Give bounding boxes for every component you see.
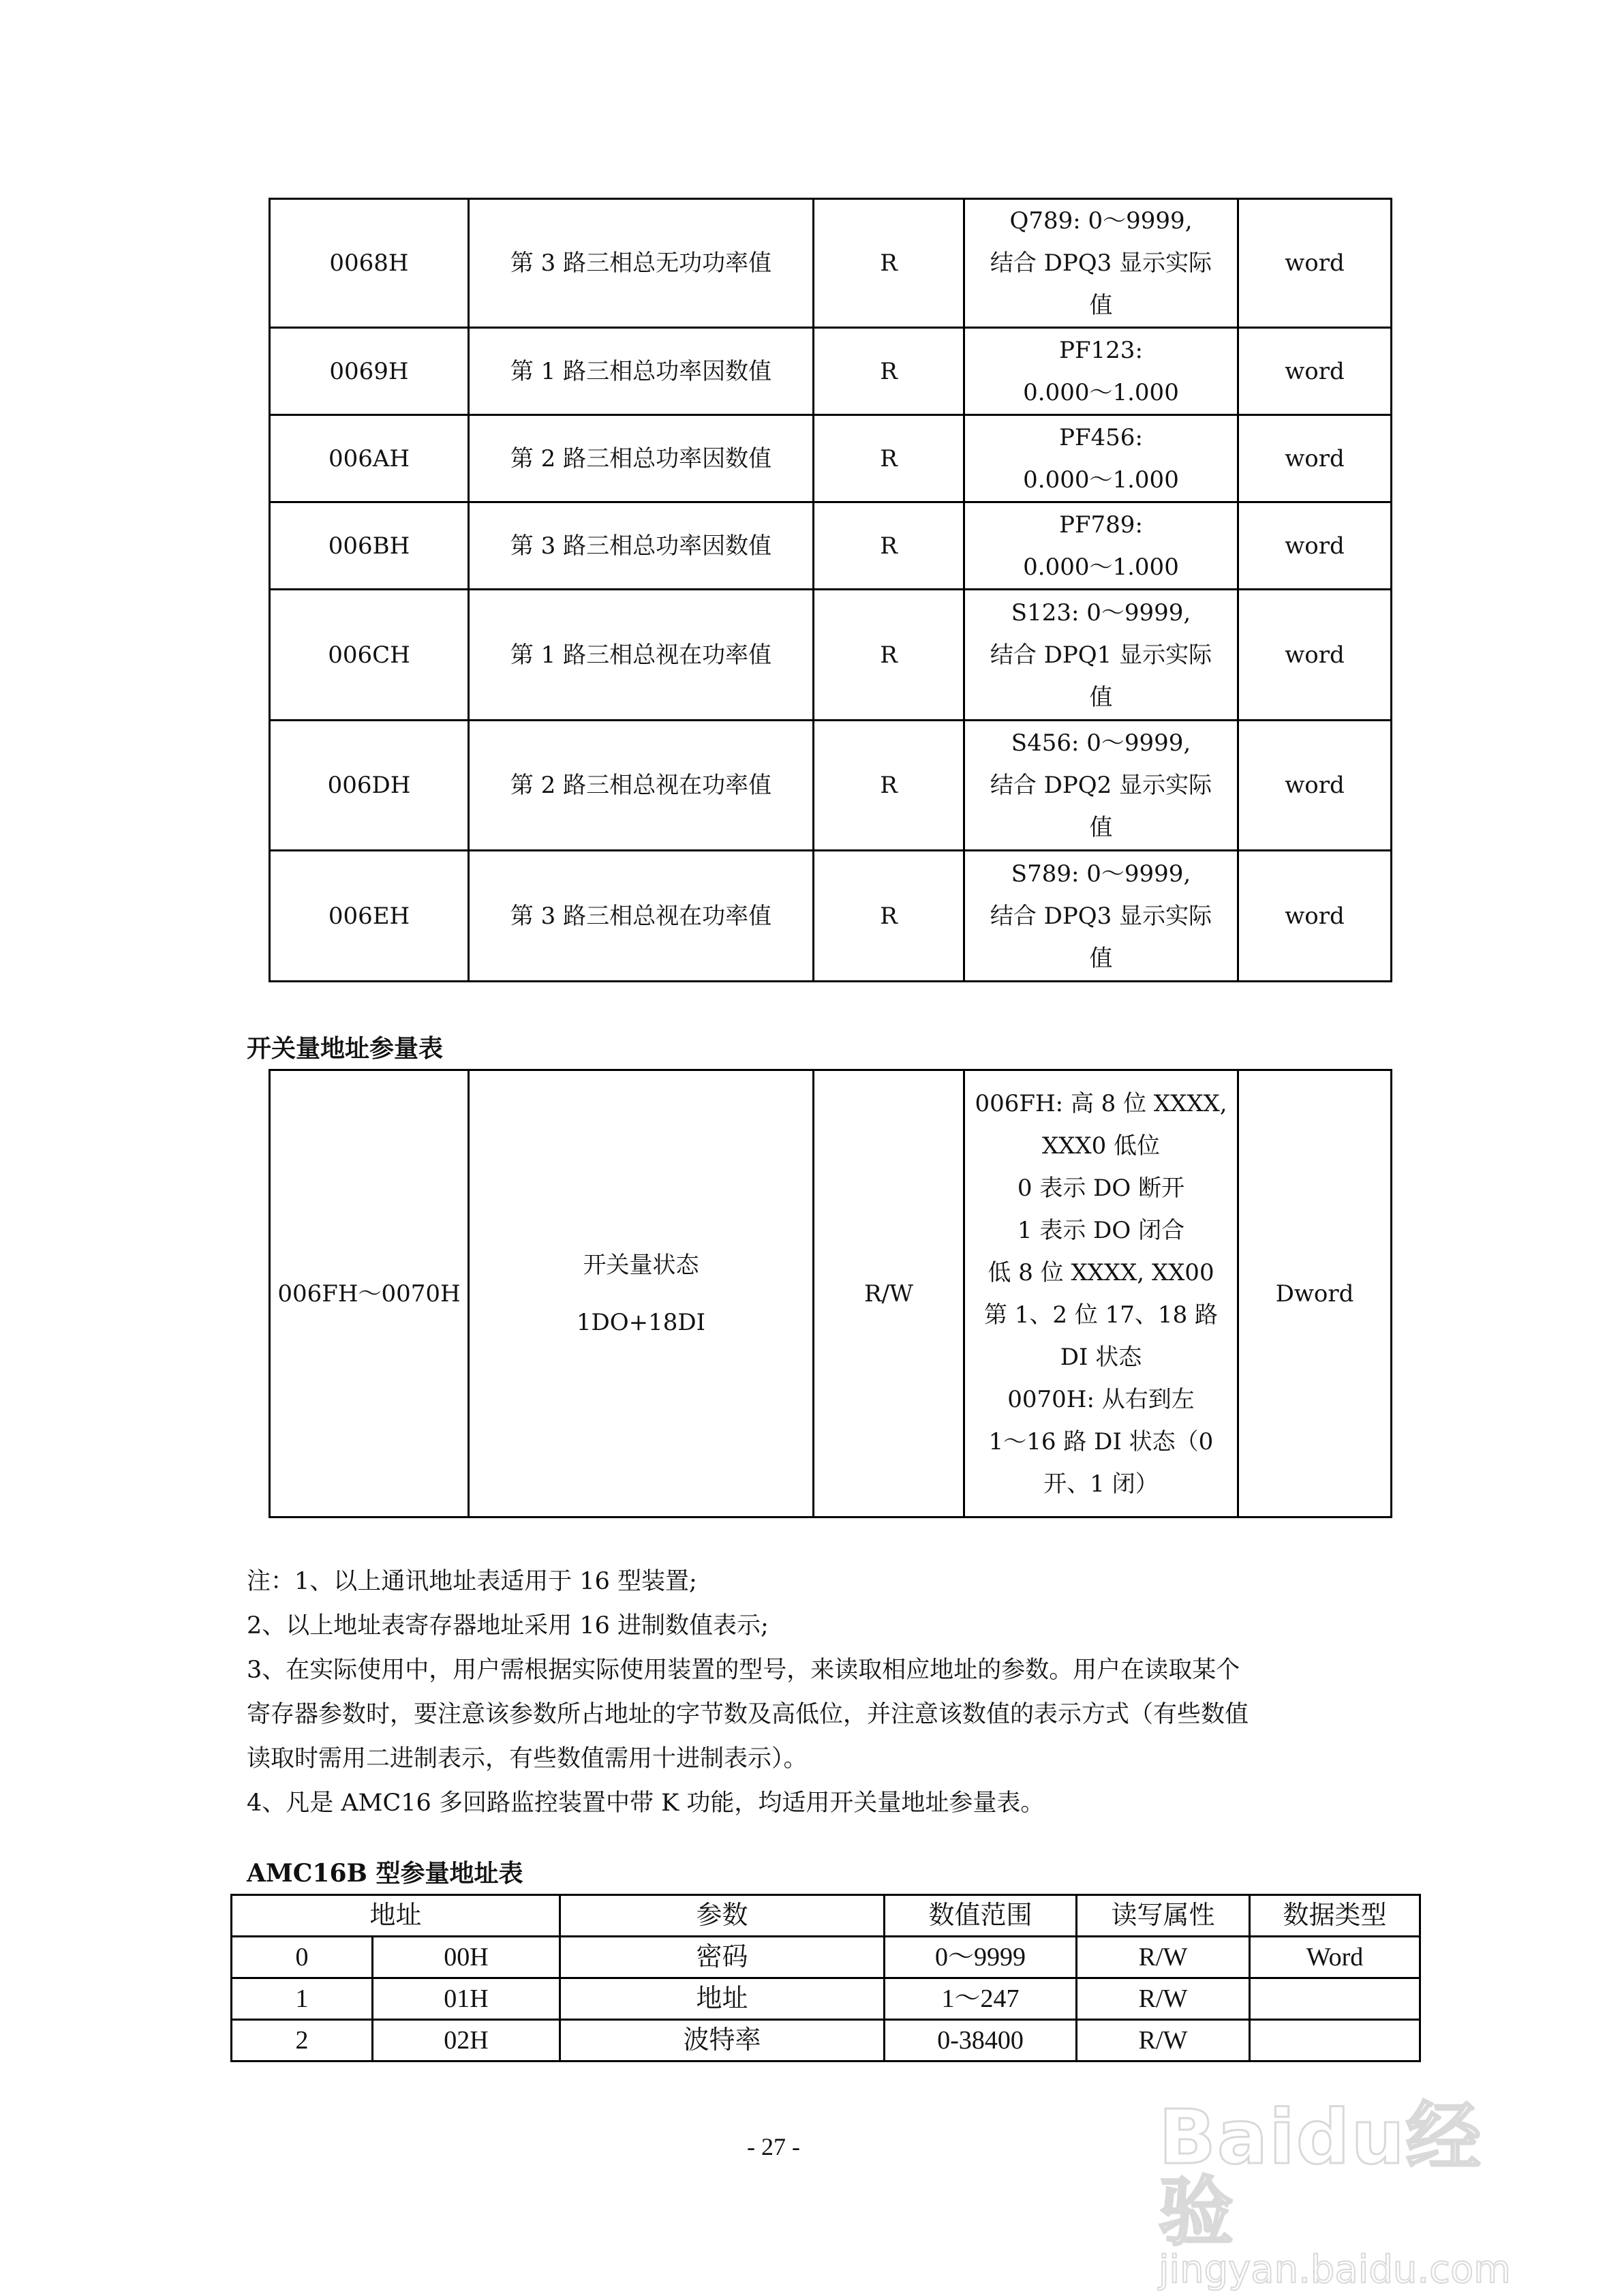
table-row [270, 199, 1392, 328]
range-line: 结合 DPQ2 显示实际 [990, 772, 1212, 799]
header-type: 数据类型 [1250, 1895, 1420, 1937]
range-line: 低 8 位 XXXX, XX00 [988, 1258, 1214, 1286]
note-line: 寄存器参数时，要注意该参数所占地址的字节数及高低位，并注意该数值的表示方式（有些数值 [247, 1701, 1249, 1728]
range-cell [964, 199, 1238, 328]
range-line: 开、1 闭） [1043, 1470, 1159, 1498]
range-line: 值 [1089, 944, 1113, 972]
range-line: 0.000～1.000 [1023, 553, 1179, 581]
type-cell: word [1238, 199, 1392, 328]
note-line: 读取时需用二进制表示，有些数值需用十进制表示）。 [247, 1745, 808, 1772]
range-cell [964, 328, 1238, 415]
range-cell [964, 721, 1238, 851]
address-cell: 0069H [270, 328, 469, 415]
range-line: 第 1、2 位 17、18 路 [983, 1301, 1219, 1329]
amc16b-address-table [230, 1894, 1421, 2062]
index-cell: 0 [232, 1937, 373, 1978]
address-cell: 006DH [270, 721, 469, 851]
type-cell: Word [1250, 1937, 1420, 1978]
range-cell [964, 415, 1238, 502]
range-line: 值 [1089, 814, 1113, 841]
table-row [270, 1070, 1392, 1517]
range-line: 0070H: 从右到左 [1007, 1385, 1195, 1413]
rw-cell: R/W [814, 1070, 964, 1517]
range-cell [964, 851, 1238, 982]
range-line: 1 表示 DO 闭合 [1017, 1216, 1185, 1244]
rw-cell: R [814, 199, 964, 328]
baidu-watermark [1159, 2094, 1540, 2292]
index-cell: 2 [232, 2020, 373, 2061]
address-cell: 006FH～0070H [270, 1070, 469, 1517]
range-line: 1～16 路 DI 状态（0 [988, 1428, 1214, 1455]
address-cell: 0068H [270, 199, 469, 328]
table-row [232, 1937, 1420, 1978]
param-cell: 波特率 [560, 2020, 885, 2061]
note-line: 2、以上地址表寄存器地址采用 16 进制数值表示; [247, 1612, 769, 1640]
param-name-cell: 第 1 路三相总视在功率值 [469, 590, 814, 721]
range-line: 006FH: 高 8 位 XXXX, [975, 1089, 1227, 1117]
rw-cell: R/W [1077, 2020, 1250, 2061]
range-line: 0.000～1.000 [1023, 466, 1179, 494]
address-cell: 006BH [270, 502, 469, 590]
index-cell: 1 [232, 1978, 373, 2020]
param-name-cell: 第 3 路三相总无功功率值 [469, 199, 814, 328]
table-header-row [232, 1895, 1420, 1937]
range-line: 结合 DPQ1 显示实际 [990, 641, 1212, 669]
table-row [270, 721, 1392, 851]
param-name-cell: 第 2 路三相总视在功率值 [469, 721, 814, 851]
range-line: 0 表示 DO 断开 [1017, 1174, 1185, 1202]
range-line: 0.000～1.000 [1023, 378, 1179, 406]
address-cell: 006AH [270, 415, 469, 502]
type-cell: Dword [1238, 1070, 1392, 1517]
table-row [270, 502, 1392, 590]
range-cell [964, 590, 1238, 721]
param-name-cell [469, 1070, 814, 1517]
header-rw: 读写属性 [1077, 1895, 1250, 1937]
rw-cell: R [814, 590, 964, 721]
param-cell: 密码 [560, 1937, 885, 1978]
rw-cell: R/W [1077, 1937, 1250, 1978]
range-cell [964, 502, 1238, 590]
table-row [270, 851, 1392, 982]
range-line: S789: 0～9999, [1011, 860, 1191, 888]
param-name-line: 开关量状态 [583, 1251, 699, 1279]
range-line: 结合 DPQ3 显示实际 [990, 250, 1212, 277]
range-line: DI 状态 [1060, 1343, 1142, 1371]
hex-cell: 02H [373, 2020, 560, 2061]
watermark-url: jingyan.baidu.com [1159, 2248, 1511, 2292]
rw-cell: R [814, 502, 964, 590]
type-cell: word [1238, 328, 1392, 415]
param-name-cell: 第 3 路三相总功率因数值 [469, 502, 814, 590]
header-address: 地址 [232, 1895, 560, 1937]
type-cell [1250, 1978, 1420, 2020]
type-cell: word [1238, 502, 1392, 590]
rw-cell: R [814, 328, 964, 415]
range-line: 值 [1089, 292, 1113, 319]
param-name-cell: 第 2 路三相总功率因数值 [469, 415, 814, 502]
note-line: 3、在实际使用中，用户需根据实际使用装置的型号，来读取相应地址的参数。用户在读取某个 [247, 1657, 1240, 1684]
type-cell: word [1238, 590, 1392, 721]
switch-address-table [269, 1069, 1392, 1518]
note-line: 4、凡是 AMC16 多回路监控装置中带 K 功能，均适用开关量地址参量表。 [247, 1789, 1045, 1817]
table-row [270, 328, 1392, 415]
hex-cell: 00H [373, 1937, 560, 1978]
address-cell: 006CH [270, 590, 469, 721]
rw-cell: R/W [1077, 1978, 1250, 2020]
range-line: PF789: [1059, 511, 1143, 539]
type-cell: word [1238, 415, 1392, 502]
header-range: 数值范围 [885, 1895, 1077, 1937]
range-line: S123: 0～9999, [1011, 599, 1191, 626]
table-row [232, 1978, 1420, 2020]
range-line: PF123: [1059, 336, 1143, 364]
type-cell [1250, 2020, 1420, 2061]
hex-cell: 01H [373, 1978, 560, 2020]
range-cell: 0-38400 [885, 2020, 1077, 2061]
register-table-continued [269, 198, 1392, 982]
param-name-cell: 第 1 路三相总功率因数值 [469, 328, 814, 415]
range-line: Q789: 0～9999, [1009, 207, 1193, 235]
rw-cell: R [814, 851, 964, 982]
range-line: PF456: [1059, 423, 1143, 451]
table-row [270, 590, 1392, 721]
type-cell: word [1238, 721, 1392, 851]
range-line: 值 [1089, 683, 1113, 711]
param-name-line: 1DO+18DI [576, 1308, 706, 1336]
range-line: S456: 0～9999, [1011, 729, 1191, 757]
range-cell [964, 1070, 1238, 1517]
rw-cell: R [814, 415, 964, 502]
switch-table-title: 开关量地址参量表 [247, 1034, 444, 1063]
address-cell: 006EH [270, 851, 469, 982]
baidu-logo-icon: Baidu经验 [1159, 2094, 1482, 2256]
rw-cell: R [814, 721, 964, 851]
type-cell: word [1238, 851, 1392, 982]
table-row [270, 415, 1392, 502]
range-line: 结合 DPQ3 显示实际 [990, 902, 1212, 930]
table-row [232, 2020, 1420, 2061]
header-param: 参数 [560, 1895, 885, 1937]
param-name-cell: 第 3 路三相总视在功率值 [469, 851, 814, 982]
param-cell: 地址 [560, 1978, 885, 2020]
notes [247, 1560, 1392, 1826]
page-number: - 27 - [747, 2133, 800, 2160]
note-line: 注：1、以上通讯地址表适用于 16 型装置; [247, 1568, 697, 1595]
range-line: XXX0 低位 [1041, 1132, 1161, 1160]
amc16b-table-title: AMC16B 型参量地址表 [247, 1859, 523, 1888]
range-cell: 0～9999 [885, 1937, 1077, 1978]
range-cell: 1～247 [885, 1978, 1077, 2020]
